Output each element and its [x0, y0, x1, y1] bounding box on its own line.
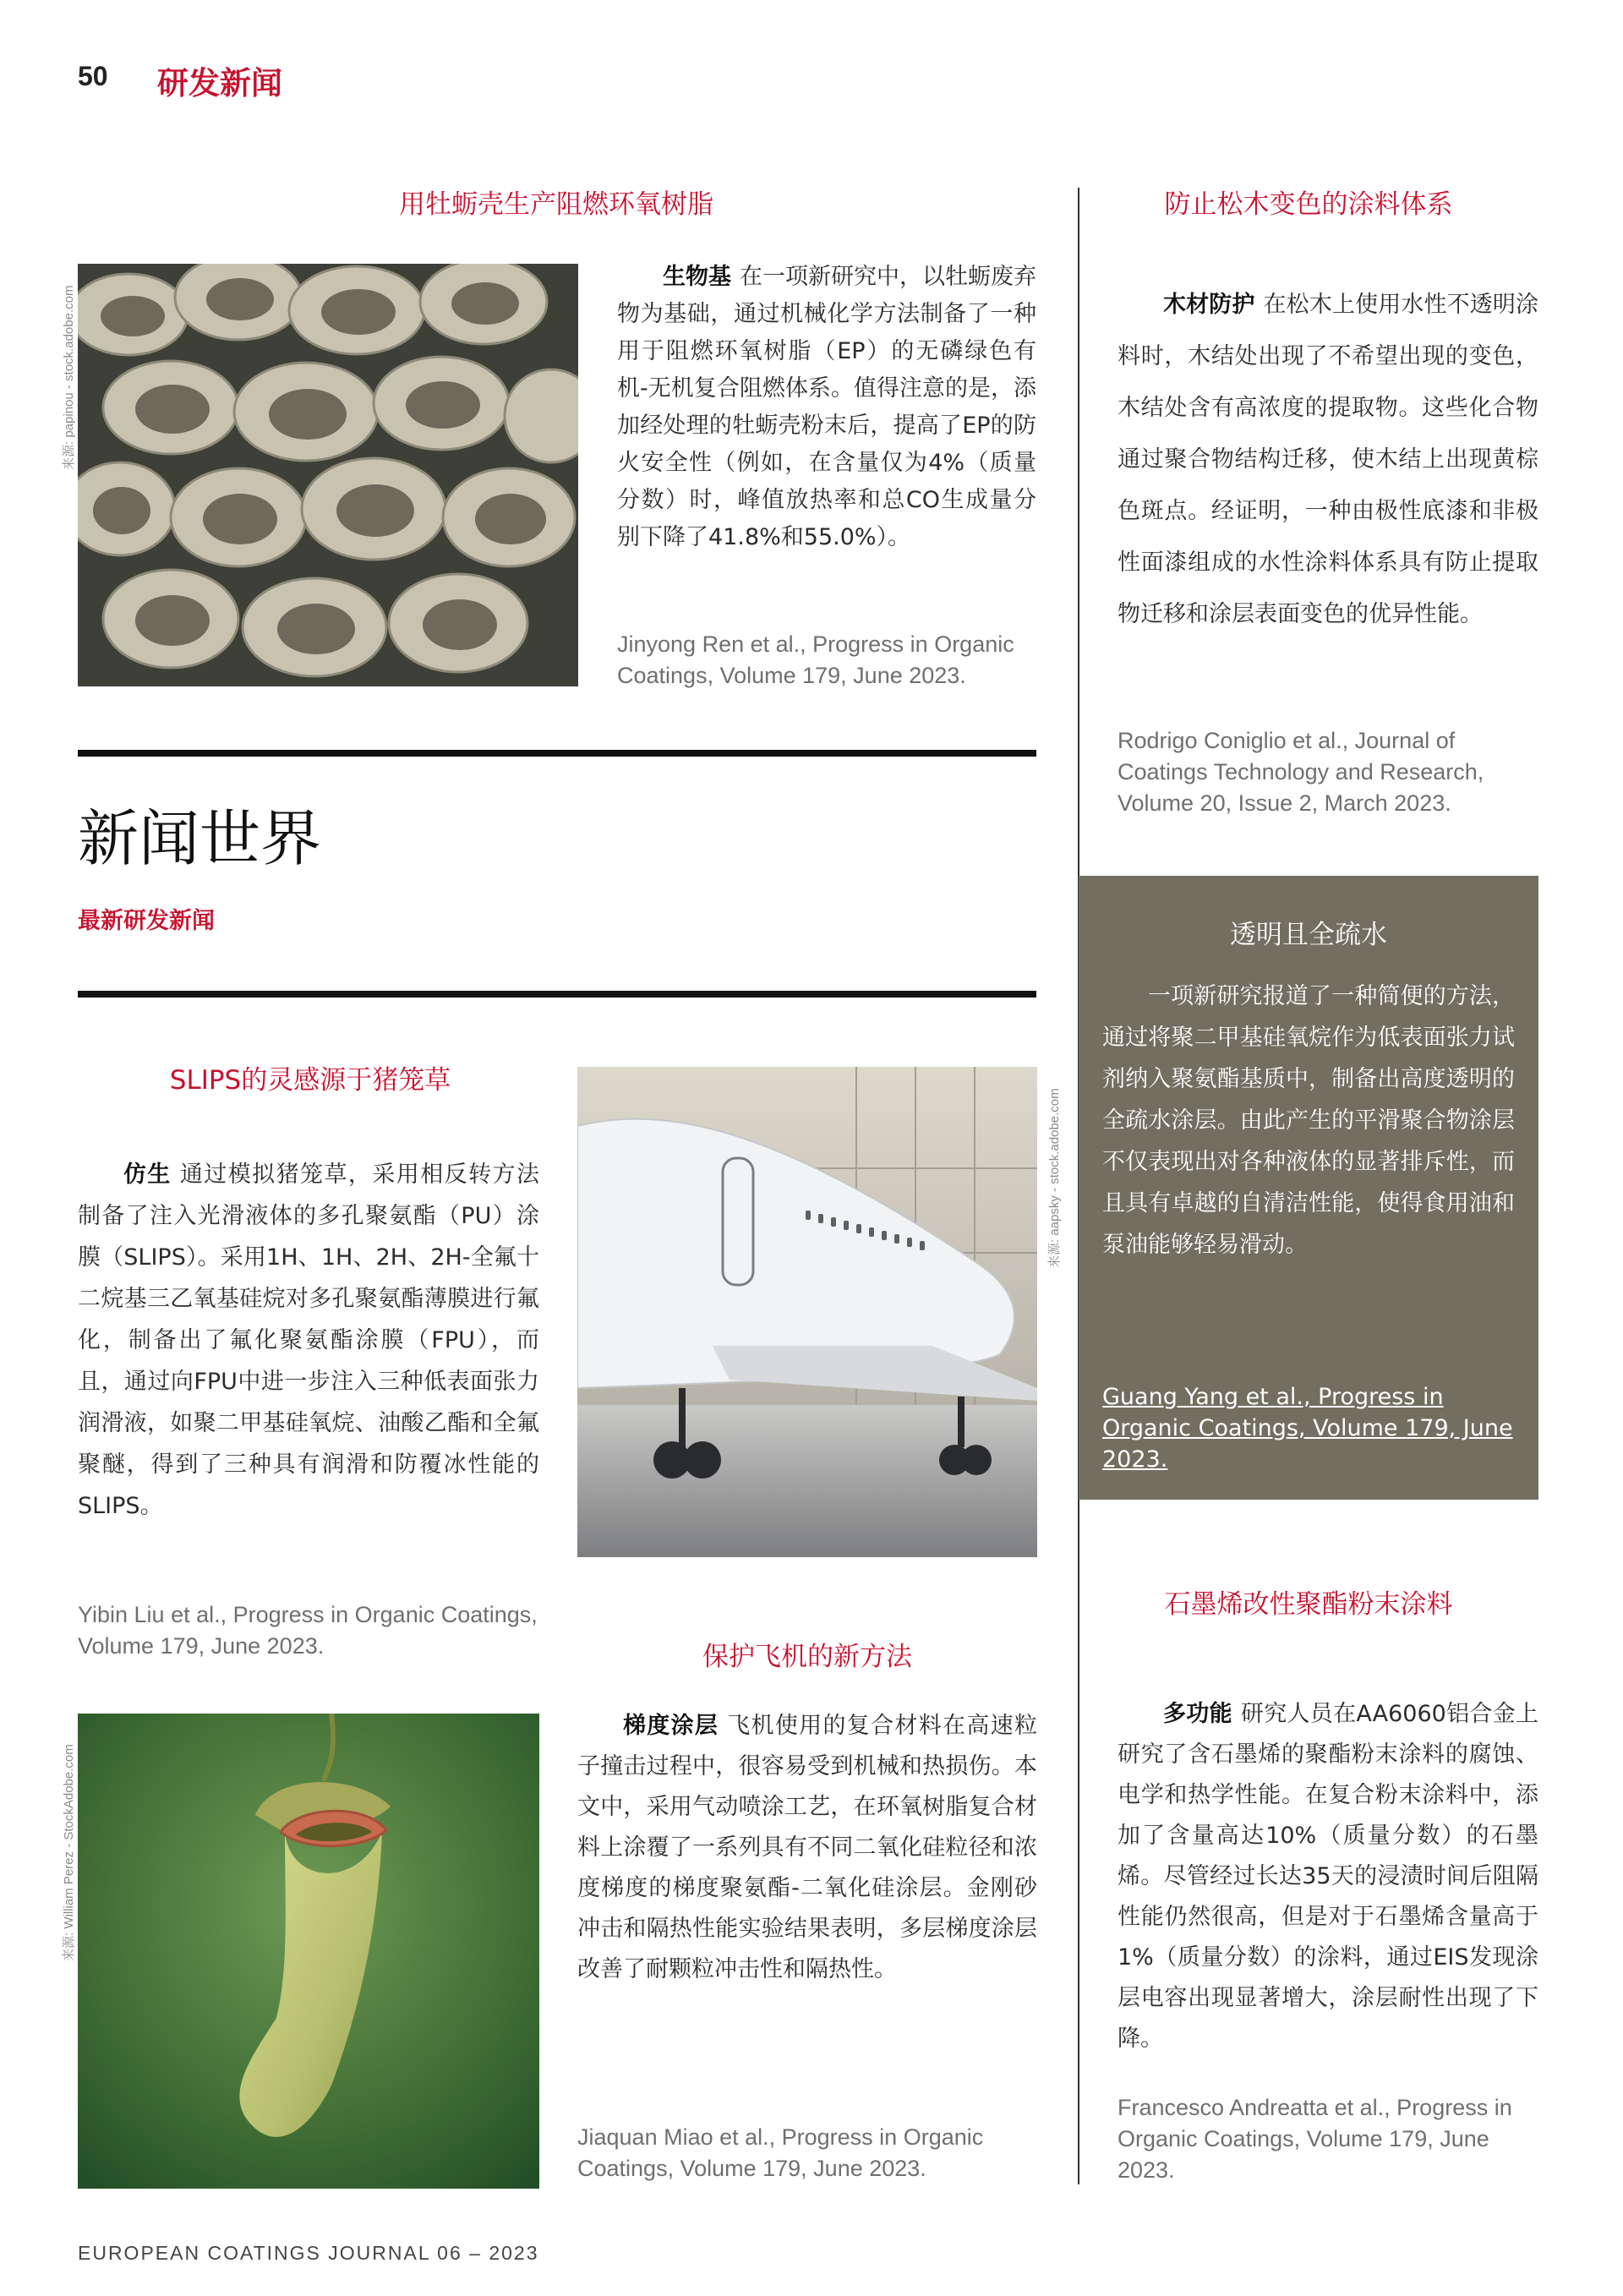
oyster-text: 在一项新研究中，以牡蛎废弃物为基础，通过机械化学方法制备了一种用于阻燃环氧树脂（EP）的无磷绿色有机-无机复合阻燃体系。值得注意的是，添加经处理的牡蛎壳粉末后，提高了EP的防火安全性（例如，在含量仅为4%（质量分数）时，峰值放热率和总CO生成量分别下降了41.8%和55.0%）。	[617, 264, 1036, 550]
hydrophobic-text: 一项新研究报道了一种简便的方法，通过将聚二甲基硅氧烷作为低表面张力试剂纳入聚氨酯基质中，制备出高度透明的全疏水涂层。由此产生的平滑聚合物涂层不仅表现出对各种液体的显著排斥性，而且具有卓越的自清洁性能，使得食用油和泵油能够轻易滑动。	[1102, 983, 1515, 1258]
graphene-text: 研究人员在AA6060铝合金上研究了含石墨烯的聚酯粉末涂料的腐蚀、电学和热学性能。在复合粉末涂料中，添加了含量高达10%（质量分数）的石墨烯。尽管经过长达35天的浸渍时间后阻隔性能仍然很高，但是对于石墨烯含量高于1%（质量分数）的涂料，通过EIS发现涂层电容出现显著增大，涂层耐性出现了下降。	[1118, 1701, 1539, 2052]
airplane-citation: Jiaquan Miao et al., Progress in Organic Coatings, Volume 179, June 2023.	[577, 2124, 984, 2181]
pitcher-photo-credit: 来源: William Perez - StockAdobe.com	[62, 1744, 76, 1961]
oyster-article-body	[617, 259, 1036, 556]
slips-article-body	[78, 1154, 539, 1527]
masthead-rule-bottom	[78, 991, 1036, 998]
masthead-title: 新闻世界	[78, 803, 322, 874]
airplane-lead: 梯度涂层	[623, 1713, 719, 1739]
airplane-article-title: 保护飞机的新方法	[702, 1642, 912, 1672]
oyster-photo	[78, 264, 578, 686]
airplane-article-body	[577, 1706, 1037, 1990]
graphene-citation: Francesco Andreatta et al., Progress in Organic Coatings, Volume 179, June 2023.	[1118, 2095, 1512, 2183]
pine-text: 在松木上使用水性不透明涂料时，木结处出现了不希望出现的变色，木结处含有高浓度的提取物。这些化合物通过聚合物结构迁移，使木结上出现黄棕色斑点。经证明，一种由极性底漆和非极性面漆组成的水性涂料体系具有防止提取物迁移和涂层表面变色的优异性能。	[1118, 292, 1539, 627]
page-number: 50	[78, 61, 108, 91]
graphene-article-body	[1118, 1694, 1538, 2059]
airplane-photo-credit: 来源: aapsky - stock.adobe.com	[1047, 1088, 1062, 1268]
section-title: 研发新闻	[157, 65, 282, 101]
pine-article-title: 防止松木变色的涂料体系	[1164, 189, 1453, 220]
masthead-rule-top	[78, 750, 1036, 757]
slips-lead: 仿生	[123, 1162, 172, 1188]
hydrophobic-article-title: 透明且全疏水	[1230, 920, 1387, 950]
footer-journal-info: EUROPEAN COATINGS JOURNAL 06 – 2023	[78, 2242, 539, 2264]
pitcher-plant-photo	[78, 1714, 539, 2189]
oyster-article-title: 用牡蛎壳生产阻燃环氧树脂	[399, 189, 713, 220]
hydrophobic-article-body	[1102, 976, 1515, 1266]
oyster-lead: 生物基	[663, 264, 731, 290]
airplane-text: 飞机使用的复合材料在高速粒子撞击过程中，很容易受到机械和热损伤。本文中，采用气动喷涂工艺，在环氧树脂复合材料上涂覆了一系列具有不同二氧化硅粒径和浓度梯度的梯度聚氨酯-二氧化硅涂层。金刚砂冲击和隔热性能实验结果表明，多层梯度涂层改善了耐颗粒冲击性和隔热性。	[577, 1713, 1037, 1982]
graphene-lead: 多功能	[1163, 1701, 1232, 1727]
graphene-article-title: 石墨烯改性聚酯粉末涂料	[1164, 1589, 1453, 1620]
masthead-subtitle: 最新研发新闻	[78, 908, 215, 934]
pine-citation: Rodrigo Coniglio et al., Journal of Coatings Technology and Research, Volume 20, Issue 2, March 2023.	[1118, 728, 1484, 816]
oyster-citation: Jinyong Ren et al., Progress in Organic Coatings, Volume 179, June 2023.	[617, 631, 1014, 688]
pine-article-body	[1118, 279, 1538, 640]
pine-lead: 木材防护	[1163, 292, 1255, 318]
slips-text: 通过模拟猪笼草，采用相反转方法制备了注入光滑液体的多孔聚氨酯（PU）涂膜（SLIPS）。采用1H、1H、2H、2H-全氟十二烷基三乙氧基硅烷对多孔聚氨酯薄膜进行氟化，制备出了氟化聚氨酯涂膜（FPU），而且，通过向FPU中进一步注入三种低表面张力润滑液，如聚二甲基硅氧烷、油酸乙酯和全氟聚醚，得到了三种具有润滑和防覆冰性能的SLIPS。	[78, 1162, 539, 1519]
oyster-photo-credit: 来源: papinou - stock.adobe.com	[62, 285, 76, 470]
slips-article-title: SLIPS的灵感源于猪笼草	[169, 1065, 451, 1096]
slips-citation: Yibin Liu et al., Progress in Organic Coatings, Volume 179, June 2023.	[78, 1602, 538, 1659]
airplane-photo	[577, 1067, 1037, 1557]
hydrophobic-citation: Guang Yang et al., Progress in Organic Coatings, Volume 179, June 2023.	[1102, 1384, 1513, 1473]
